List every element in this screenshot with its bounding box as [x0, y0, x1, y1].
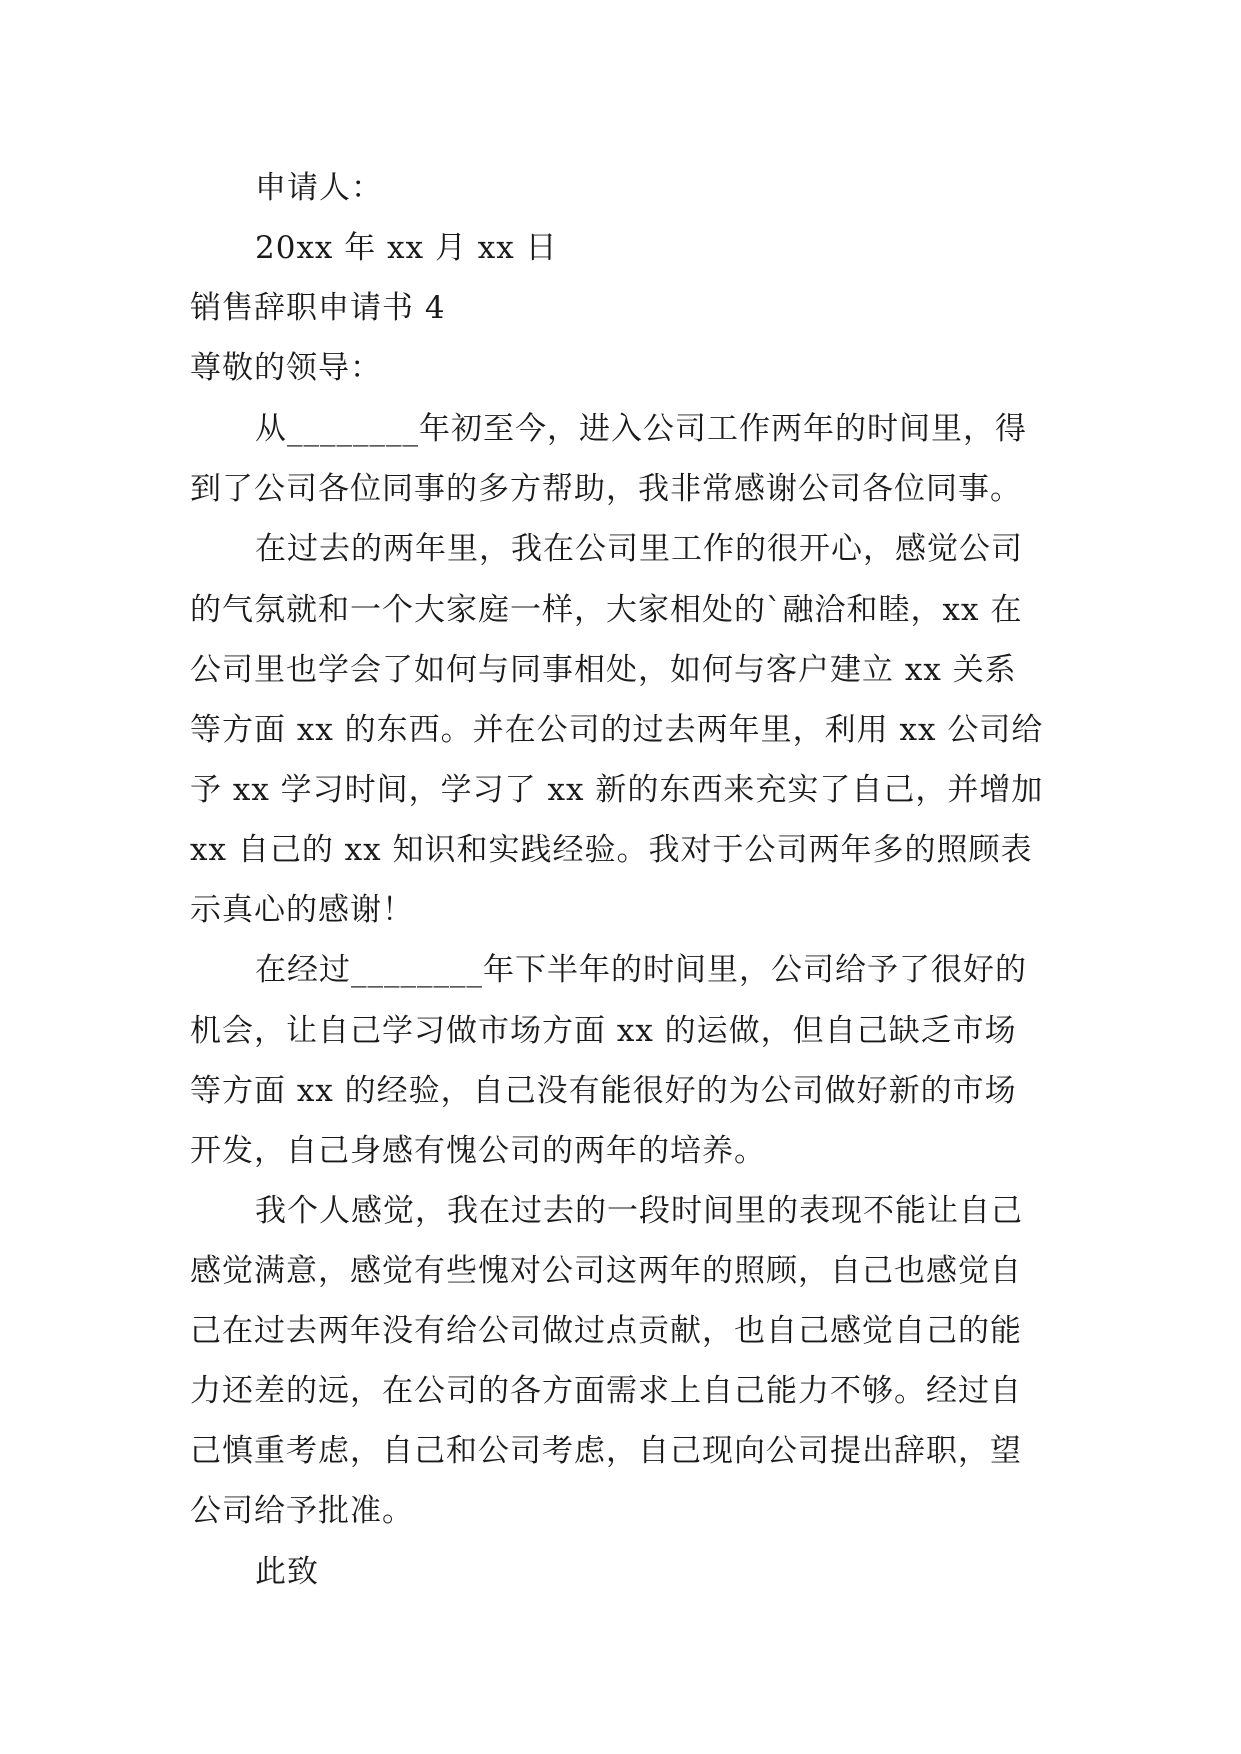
body-line: 公司给予批准。 — [190, 1493, 414, 1529]
salutation: 尊敬的领导： — [190, 350, 382, 386]
body-line: xx 自己的 xx 知识和实践经验。我对于公司两年多的照顾表 — [190, 832, 1033, 868]
body-line: 力还差的远，在公司的各方面需求上自己能力不够。经过自 — [190, 1373, 1022, 1409]
body-line: 从________年初至今，进入公司工作两年的时间里，得 — [255, 411, 1027, 447]
applicant-label: 申请人： — [255, 170, 383, 206]
body-line: 予 xx 学习时间，学习了 xx 新的东西来充实了自己，并增加 — [190, 772, 1044, 808]
closing-line: 此致 — [255, 1554, 319, 1590]
section-title: 销售辞职申请书 4 — [190, 290, 446, 326]
body-line: 公司里也学会了如何与同事相处，如何与客户建立 xx 关系 — [190, 652, 1017, 688]
body-line: 到了公司各位同事的多方帮助，我非常感谢公司各位同事。 — [190, 471, 1022, 507]
body-line: 机会，让自己学习做市场方面 xx 的运做，但自己缺乏市场 — [190, 1013, 1017, 1049]
body-line: 在过去的两年里，我在公司里工作的很开心，感觉公司 — [255, 531, 1023, 567]
body-line: 感觉满意，感觉有些愧对公司这两年的照顾，自己也感觉自 — [190, 1253, 1022, 1289]
body-line: 的气氛就和一个大家庭一样，大家相处的`融洽和睦，xx 在 — [190, 592, 1023, 628]
body-line: 等方面 xx 的东西。并在公司的过去两年里，利用 xx 公司给 — [190, 712, 1044, 748]
body-line: 示真心的感谢！ — [190, 892, 414, 928]
body-line: 己慎重考虑，自己和公司考虑，自己现向公司提出辞职，望 — [190, 1433, 1022, 1469]
date-line: 20xx 年 xx 月 xx 日 — [255, 230, 558, 266]
body-line: 在经过________年下半年的时间里，公司给予了很好的 — [255, 952, 1027, 988]
body-line: 等方面 xx 的经验，自己没有能很好的为公司做好新的市场 — [190, 1073, 1017, 1109]
body-line: 己在过去两年没有给公司做过点贡献，也自己感觉自己的能 — [190, 1313, 1022, 1349]
body-line: 我个人感觉，我在过去的一段时间里的表现不能让自己 — [255, 1193, 1023, 1229]
body-line: 开发，自己身感有愧公司的两年的培养。 — [190, 1133, 766, 1169]
